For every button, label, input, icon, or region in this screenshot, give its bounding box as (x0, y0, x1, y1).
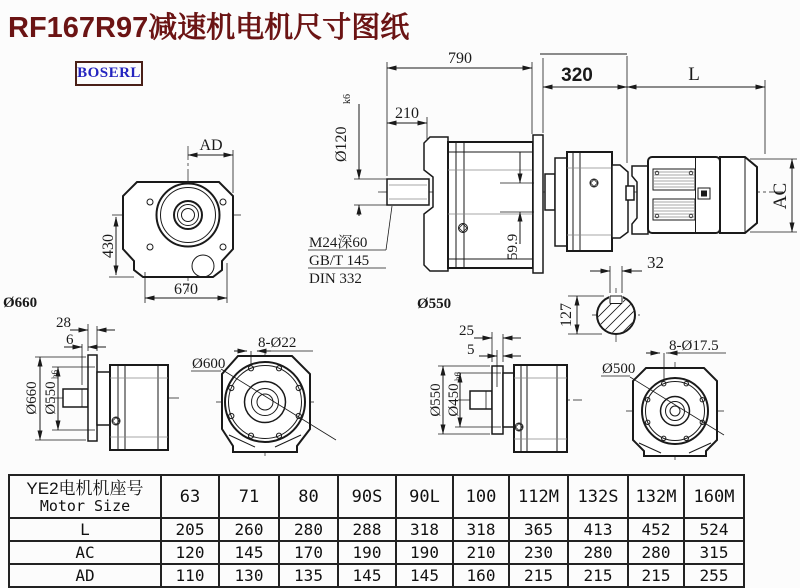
size-header-cell: 112M (509, 475, 568, 518)
dim-dia450: Ø450 (446, 383, 462, 417)
dim-210: 210 (395, 105, 419, 122)
dim-ad: AD (199, 137, 223, 154)
value-cell: 230 (509, 541, 568, 564)
value-cell: 260 (219, 518, 279, 541)
label-std2: DIN 332 (309, 271, 362, 287)
value-cell: 318 (396, 518, 453, 541)
dim-6: 6 (66, 332, 74, 348)
value-cell: 365 (509, 518, 568, 541)
label-8xdia22: 8-Ø22 (258, 335, 297, 351)
motor-size-table (8, 474, 745, 588)
value-cell: 160 (453, 564, 509, 587)
value-cell: 205 (161, 518, 219, 541)
value-cell: 145 (396, 564, 453, 587)
size-header-cell: 63 (161, 475, 219, 518)
value-cell: 452 (628, 518, 684, 541)
size-header-cell: 80 (279, 475, 338, 518)
value-cell: 145 (338, 564, 396, 587)
value-cell: 215 (509, 564, 568, 587)
table-row-ad (9, 564, 744, 587)
brand-logo: BOSERL (75, 61, 143, 86)
value-cell: 210 (453, 541, 509, 564)
dim-L: L (688, 64, 700, 85)
value-cell: 318 (453, 518, 509, 541)
value-cell: 524 (684, 518, 744, 541)
value-cell: 280 (568, 541, 628, 564)
dim-32: 32 (647, 253, 664, 272)
label-thread: M24深60 (309, 235, 368, 251)
dim-dia550: Ø550 (43, 381, 59, 415)
dim-5: 5 (467, 342, 475, 358)
dim-AC: AC (770, 182, 791, 210)
value-cell: 130 (219, 564, 279, 587)
table-row-l (9, 518, 744, 541)
label-dia500: Ø500 (602, 361, 636, 377)
value-cell: 135 (279, 564, 338, 587)
value-cell: 280 (628, 541, 684, 564)
dim-670: 670 (174, 281, 198, 298)
row-label-cell: L (9, 518, 161, 541)
label-dia660: Ø660 (3, 295, 38, 311)
value-cell: 215 (568, 564, 628, 587)
table-row-ac (9, 541, 744, 564)
row-label-cell: AC (9, 541, 161, 564)
side-view (308, 50, 797, 287)
size-header-cell: 132M (628, 475, 684, 518)
flange-500-view (601, 338, 726, 460)
dim-dia550-tol: h6 (50, 370, 60, 379)
dim-790: 790 (448, 50, 472, 67)
label-std1: GB/T 145 (309, 253, 370, 269)
value-cell: 170 (279, 541, 338, 564)
shaft-section (558, 253, 664, 360)
dim-430: 430 (100, 234, 117, 258)
page-title: RF167R97减速机电机尺寸图纸 (8, 12, 410, 44)
size-header-cell: 160M (684, 475, 744, 518)
value-cell: 315 (684, 541, 744, 564)
dim-25: 25 (459, 323, 474, 339)
front-view (100, 137, 242, 303)
value-cell: 280 (279, 518, 338, 541)
label-dia600: Ø600 (192, 356, 226, 372)
header-en: Motor Size (39, 496, 131, 515)
b5-small-side-view (428, 323, 582, 452)
value-cell: 413 (568, 518, 628, 541)
size-header-cell: 132S (568, 475, 628, 518)
value-cell: 255 (684, 564, 744, 587)
dim-320: 320 (561, 65, 593, 86)
value-cell: 288 (338, 518, 396, 541)
fan-cover (720, 157, 757, 233)
value-cell: 120 (161, 541, 219, 564)
value-cell: 145 (219, 541, 279, 564)
dim-dia550-out: Ø550 (428, 383, 444, 417)
value-cell: 190 (396, 541, 453, 564)
dim-127: 127 (558, 303, 575, 327)
value-cell: 190 (338, 541, 396, 564)
size-header-cell: 90L (396, 475, 453, 518)
dim-dia450-tol: h6 (453, 372, 463, 381)
dim-dia660: Ø660 (24, 381, 40, 415)
header-cn: YE2电机机座号 (26, 478, 144, 498)
size-header-cell: 71 (219, 475, 279, 518)
b5-large-side-view (24, 315, 180, 450)
flange-600-view (191, 335, 336, 456)
motor-size-header-cell (9, 475, 161, 518)
size-header-cell: 100 (453, 475, 509, 518)
label-dia550: Ø550 (417, 296, 452, 312)
dim-28: 28 (56, 315, 71, 331)
dim-shaft-dia: Ø120 (333, 126, 350, 162)
row-label-cell: AD (9, 564, 161, 587)
label-8xdia175: 8-Ø17.5 (669, 338, 719, 354)
dim-599: 59.9 (505, 233, 521, 260)
dim-shaft-tol: k6 (342, 94, 353, 104)
value-cell: 110 (161, 564, 219, 587)
size-header-cell: 90S (338, 475, 396, 518)
value-cell: 215 (628, 564, 684, 587)
